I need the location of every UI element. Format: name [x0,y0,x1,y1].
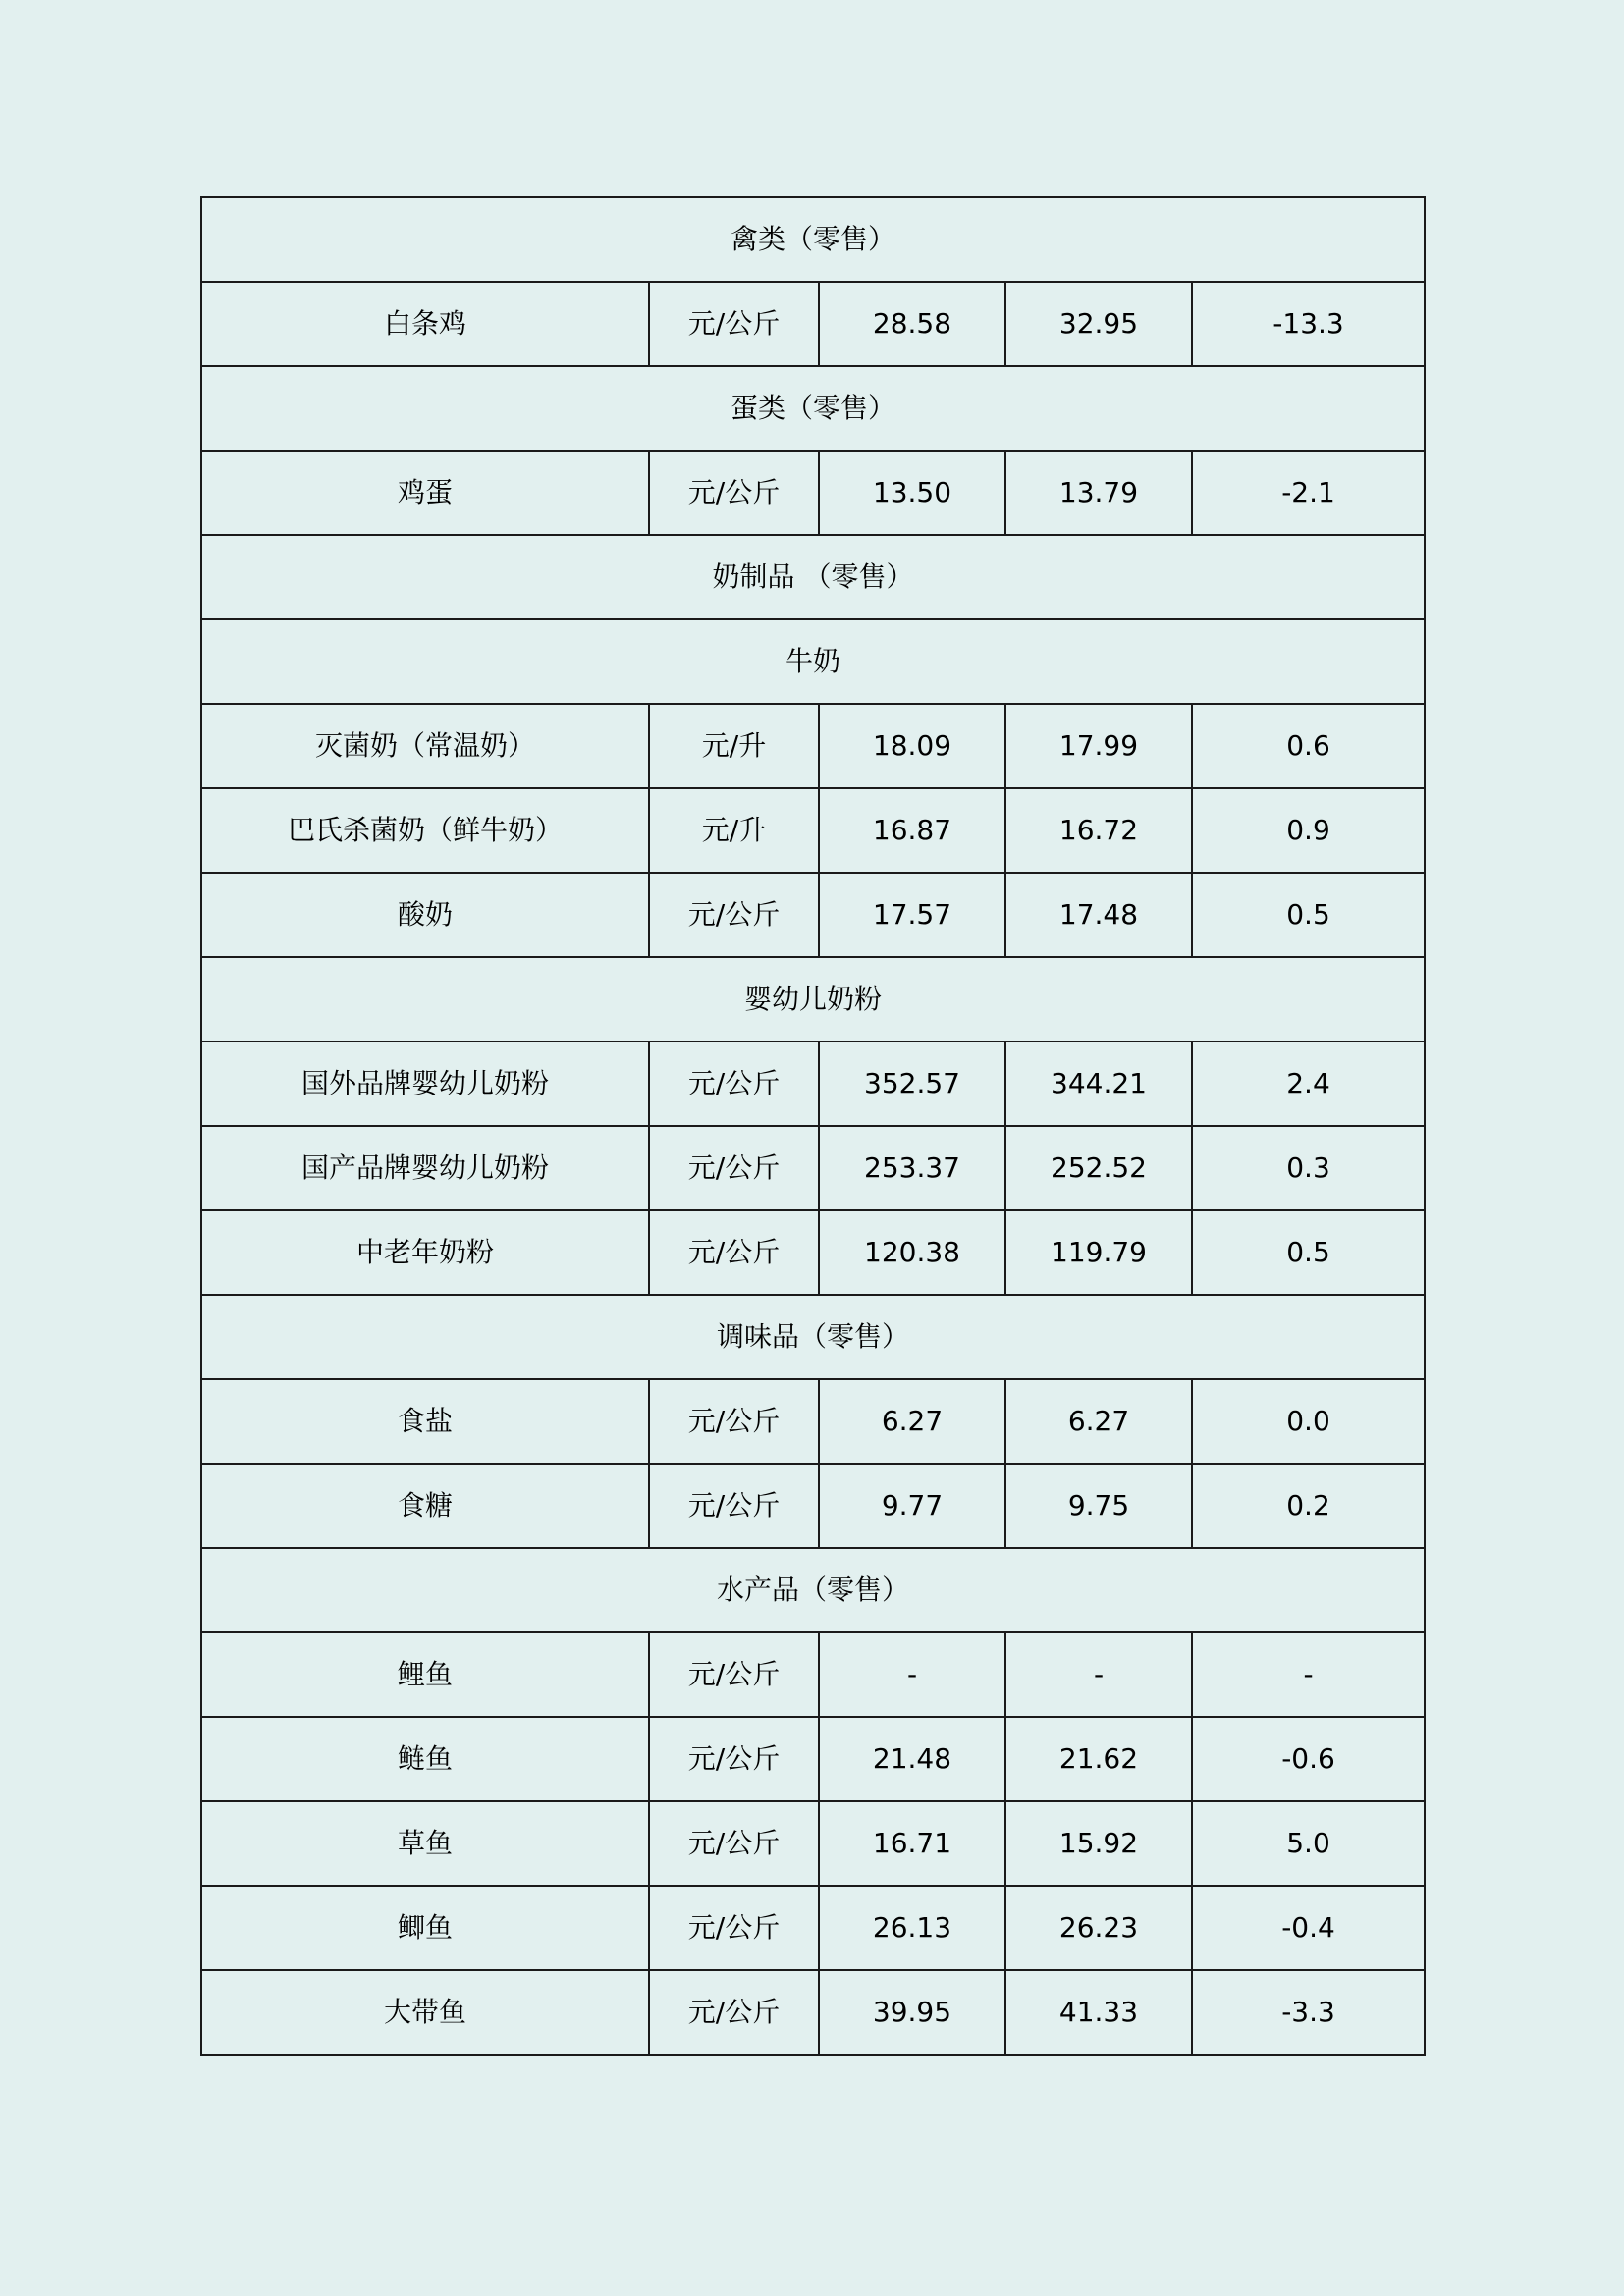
item-name-cell: 鲢鱼 [201,1717,649,1801]
section-header: 调味品（零售） [201,1295,1425,1379]
table-row [201,1210,1425,1295]
change-percent-cell: 0.5 [1192,1210,1425,1295]
item-name-cell: 中老年奶粉 [201,1210,649,1295]
change-percent-cell: -0.4 [1192,1886,1425,1970]
current-price-cell: 16.71 [819,1801,1005,1886]
current-price-cell: 17.57 [819,873,1005,957]
price-table-body [201,197,1425,2055]
section-header-row [201,1548,1425,1632]
table-row [201,1801,1425,1886]
item-name-cell: 食盐 [201,1379,649,1464]
section-header: 水产品（零售） [201,1548,1425,1632]
current-price-cell: 352.57 [819,1041,1005,1126]
section-header-row [201,957,1425,1041]
previous-price-cell: 41.33 [1005,1970,1192,2055]
unit-cell: 元/公斤 [649,1041,819,1126]
current-price-cell: 16.87 [819,788,1005,873]
current-price-cell: 253.37 [819,1126,1005,1210]
previous-price-cell: 119.79 [1005,1210,1192,1295]
section-header-row [201,535,1425,619]
table-row [201,451,1425,535]
table-row [201,873,1425,957]
item-name-cell: 白条鸡 [201,282,649,366]
unit-cell: 元/公斤 [649,1801,819,1886]
current-price-cell: 9.77 [819,1464,1005,1548]
unit-cell: 元/升 [649,704,819,788]
unit-cell: 元/公斤 [649,1126,819,1210]
previous-price-cell: 16.72 [1005,788,1192,873]
current-price-cell: 120.38 [819,1210,1005,1295]
table-row [201,1379,1425,1464]
previous-price-cell: 15.92 [1005,1801,1192,1886]
table-row [201,1464,1425,1548]
unit-cell: 元/公斤 [649,1970,819,2055]
change-percent-cell: 2.4 [1192,1041,1425,1126]
item-name-cell: 国产品牌婴幼儿奶粉 [201,1126,649,1210]
section-header-row [201,366,1425,451]
change-percent-cell: -0.6 [1192,1717,1425,1801]
item-name-cell: 大带鱼 [201,1970,649,2055]
item-name-cell: 草鱼 [201,1801,649,1886]
unit-cell: 元/升 [649,788,819,873]
unit-cell: 元/公斤 [649,873,819,957]
unit-cell: 元/公斤 [649,1632,819,1717]
change-percent-cell: 0.3 [1192,1126,1425,1210]
section-header-row [201,197,1425,282]
previous-price-cell: 344.21 [1005,1041,1192,1126]
current-price-cell: 6.27 [819,1379,1005,1464]
current-price-cell: 39.95 [819,1970,1005,2055]
item-name-cell: 鸡蛋 [201,451,649,535]
price-table [200,196,1426,2056]
previous-price-cell: - [1005,1632,1192,1717]
table-row [201,788,1425,873]
current-price-cell: 21.48 [819,1717,1005,1801]
current-price-cell: - [819,1632,1005,1717]
previous-price-cell: 26.23 [1005,1886,1192,1970]
section-header: 禽类（零售） [201,197,1425,282]
section-header-row [201,1295,1425,1379]
section-header-row [201,619,1425,704]
previous-price-cell: 252.52 [1005,1126,1192,1210]
section-header: 婴幼儿奶粉 [201,957,1425,1041]
unit-cell: 元/公斤 [649,1886,819,1970]
item-name-cell: 鲫鱼 [201,1886,649,1970]
item-name-cell: 酸奶 [201,873,649,957]
table-row [201,704,1425,788]
change-percent-cell: - [1192,1632,1425,1717]
item-name-cell: 食糖 [201,1464,649,1548]
previous-price-cell: 13.79 [1005,451,1192,535]
table-row [201,1632,1425,1717]
table-row [201,1886,1425,1970]
item-name-cell: 国外品牌婴幼儿奶粉 [201,1041,649,1126]
previous-price-cell: 21.62 [1005,1717,1192,1801]
unit-cell: 元/公斤 [649,1379,819,1464]
table-row [201,1970,1425,2055]
section-header: 奶制品 （零售） [201,535,1425,619]
change-percent-cell: 0.2 [1192,1464,1425,1548]
current-price-cell: 28.58 [819,282,1005,366]
item-name-cell: 鲤鱼 [201,1632,649,1717]
unit-cell: 元/公斤 [649,282,819,366]
previous-price-cell: 6.27 [1005,1379,1192,1464]
change-percent-cell: -2.1 [1192,451,1425,535]
previous-price-cell: 17.48 [1005,873,1192,957]
unit-cell: 元/公斤 [649,1210,819,1295]
unit-cell: 元/公斤 [649,451,819,535]
previous-price-cell: 9.75 [1005,1464,1192,1548]
item-name-cell: 巴氏杀菌奶（鲜牛奶） [201,788,649,873]
change-percent-cell: 0.9 [1192,788,1425,873]
change-percent-cell: -3.3 [1192,1970,1425,2055]
previous-price-cell: 17.99 [1005,704,1192,788]
current-price-cell: 13.50 [819,451,1005,535]
change-percent-cell: 0.6 [1192,704,1425,788]
change-percent-cell: 0.5 [1192,873,1425,957]
unit-cell: 元/公斤 [649,1464,819,1548]
table-row [201,1041,1425,1126]
table-row [201,282,1425,366]
section-header: 蛋类（零售） [201,366,1425,451]
change-percent-cell: 0.0 [1192,1379,1425,1464]
item-name-cell: 灭菌奶（常温奶） [201,704,649,788]
section-header: 牛奶 [201,619,1425,704]
current-price-cell: 26.13 [819,1886,1005,1970]
change-percent-cell: 5.0 [1192,1801,1425,1886]
unit-cell: 元/公斤 [649,1717,819,1801]
table-row [201,1126,1425,1210]
current-price-cell: 18.09 [819,704,1005,788]
table-row [201,1717,1425,1801]
previous-price-cell: 32.95 [1005,282,1192,366]
change-percent-cell: -13.3 [1192,282,1425,366]
